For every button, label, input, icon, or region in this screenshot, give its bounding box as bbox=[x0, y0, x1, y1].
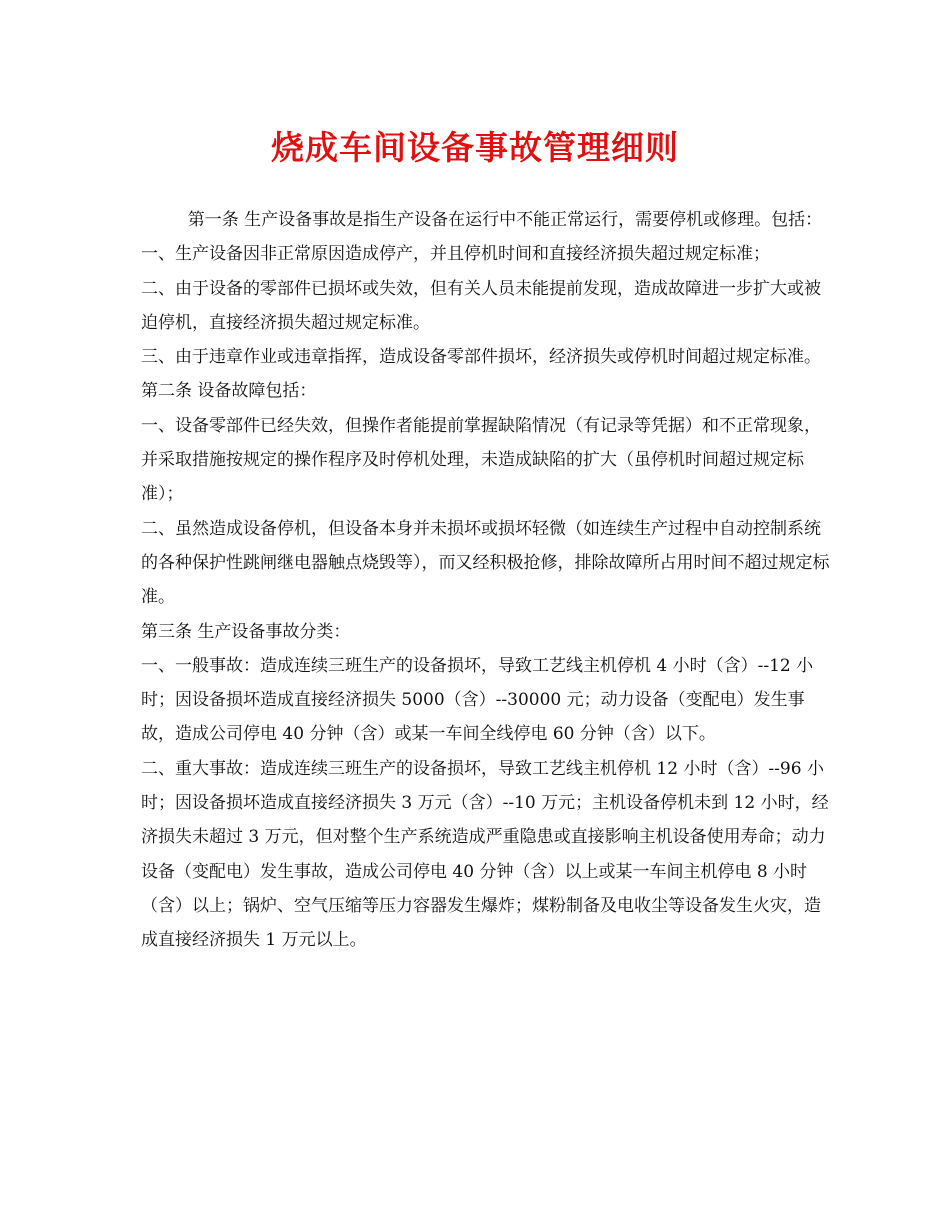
paragraph-article-2: 第二条 设备故障包括： bbox=[141, 381, 317, 402]
document-body bbox=[141, 203, 831, 958]
document-title: 烧成车间设备事故管理细则 bbox=[271, 128, 679, 167]
paragraph-article-1: 第一条 生产设备事故是指生产设备在运行中不能正常运行，需要停机或修理。包括： bbox=[187, 210, 823, 230]
paragraph-article-1-item-1: 一、生产设备因非正常原因造成停产，并且停机时间和直接经济损失超过规定标准； bbox=[141, 244, 770, 265]
paragraph-article-3-item-1: 一、一般事故：造成连续三班生产的设备损坏，导致工艺线主机停机 4 小时（含）--12 小时；因设备损坏造成直接经济损失 5000（含）--30000 元；动力设备（变配电）发生事故，造成公司停电 40 分钟（含）或某一车间全线停电 60 分钟（含）以下。 bbox=[141, 655, 814, 745]
paragraph-article-2-item-2: 二、虽然造成设备停机，但设备本身并未损坏或损坏轻微（如连续生产过程中自动控制系统的各种保护性跳闸继电器触点烧毁等），而又经积极抢修，排除故障所占用时间不超过规定标准。 bbox=[141, 518, 830, 608]
paragraph-article-1-item-3: 三、由于违章作业或违章指挥，造成设备零部件损坏，经济损失或停机时间超过规定标准。 bbox=[141, 347, 821, 368]
paragraph-article-3: 第三条 生产设备事故分类： bbox=[141, 621, 351, 642]
paragraph-article-3-item-2: 二、重大事故：造成连续三班生产的设备损坏，导致工艺线主机停机 12 小时（含）--96 小时；因设备损坏造成直接经济损失 3 万元（含）--10 万元；主机设备停机未到 12 小时，经济损失未超过 3 万元，但对整个生产系统造成严重隐患或直接影响主机设备使用寿命；动力设备（变配电）发生事故，造成公司停电 40 分钟（含）以上或某一车间主机停电 8 小时（含）以上；锅炉、空气压缩等压力容器发生爆炸；煤粉制备及电收尘等设备发生火灾，造成直接经济损失 1 万元以上。 bbox=[141, 758, 829, 951]
paragraph-article-1-item-2: 二、由于设备的零部件已损坏或失效，但有关人员未能提前发现，造成故障进一步扩大或被迫停机，直接经济损失超过规定标准。 bbox=[141, 278, 821, 333]
paragraph-article-2-item-1: 一、设备零部件已经失效，但操作者能提前掌握缺陷情况（有记录等凭据）和不正常现象，并采取措施按规定的操作程序及时停机处理，未造成缺陷的扩大（虽停机时间超过规定标准）； bbox=[141, 415, 821, 505]
